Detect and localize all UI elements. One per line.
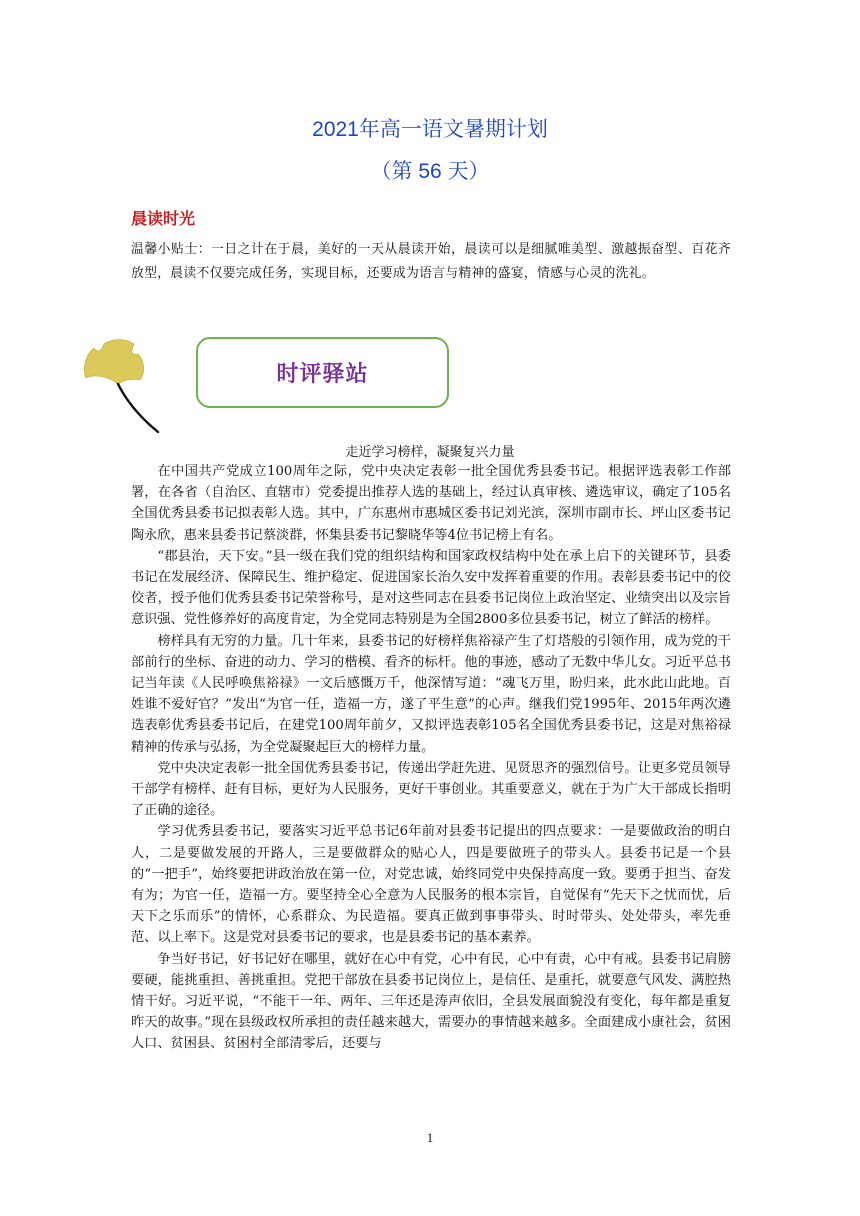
article-body [131,461,731,1055]
article-paragraph: “郡县治，天下安。”县一级在我们党的组织结构和国家政权结构中处在承上启下的关键环节，县委书记在发展经济、保障民生、维护稳定、促进国家长治久安中发挥着重要的作用。表彰县委书记中的佼佼者，授予他们优秀县委书记荣誉称号，是对这些同志在县委书记岗位上政治坚定、业绩突出以及宗旨意识强、党性修养好的高度肯定，为全党同志特别是为全国2800多位县委书记，树立了鲜活的榜样。 [131,548,731,628]
ginkgo-leaf-icon [80,338,162,436]
document-subtitle: （第 56 天） [370,160,490,183]
tip-text: 温馨小贴士：一日之计在于晨，美好的一天从晨读开始，晨读可以是细腻唯美型、激越振奋型、百花齐放型，晨读不仅要完成任务，实现目标，还要成为语言与精神的盛宴，情感与心灵的洗礼。 [131,242,731,281]
article-paragraph: 榜样具有无穷的力量。几十年来，县委书记的好榜样焦裕禄产生了灯塔般的引领作用，成为党的干部前行的坐标、奋进的动力、学习的楷模、看齐的标杆。他的事迹，感动了无数中华儿女。习近平总书记当年读《人民呼唤焦裕禄》一文后感慨万千，他深情写道：“魂飞万里，盼归来，此水此山此地。百姓谁不爱好官？”发出“为官一任，造福一方，遂了平生意”的心声。继我们党1995年、2015年两次遴选表彰优秀县委书记后，在建党100周年前夕，又拟评选表彰105名全国优秀县委书记，这是对焦裕禄精神的传承与弘扬，为全党凝聚起巨大的榜样力量。 [131,633,731,755]
document-title: 2021年高一语文暑期计划 [312,118,548,141]
article-paragraph: 争当好书记，好书记好在哪里，就好在心中有党，心中有民，心中有责，心中有戒。县委书记肩膀要硬，能挑重担、善挑重担。党把干部放在县委书记岗位上，是信任、是重托，就要意气风发、满腔热情干好。习近平说，“不能干一年、两年、三年还是涛声依旧，全县发展面貌没有变化，每年都是重复昨天的故事。”现在县级政权所承担的责任越来越大，需要办的事情越来越多。全面建成小康社会，贫困人口、贫困县、贫困村全部清零后，还要与 [131,951,731,1052]
page-number: 1 [426,1130,434,1145]
article-paragraph: 学习优秀县委书记，要落实习近平总书记6年前对县委书记提出的四点要求：一是要做政治的明白人，二是要做发展的开路人，三是要做群众的贴心人，四是要做班子的带头人。县委书记是一个县的“一把手”，始终要把讲政治放在第一位，对党忠诚，始终同党中央保持高度一致。要勇于担当、奋发有为；为官一任，造福一方。要坚持全心全意为人民服务的根本宗旨，自觉保有“先天下之忧而忧，后天下之乐而乐”的情怀，心系群众、为民造福。要真正做到事事带头、时时带头、处处带头，率先垂范、以上率下。这是党对县委书记的要求，也是县委书记的基本素养。 [131,824,731,946]
banner-box [196,337,449,408]
banner-label: 时评驿站 [276,362,369,387]
article-paragraph: 党中央决定表彰一批全国优秀县委书记，传递出学赶先进、见贤思齐的强烈信号。让更多党员领导干部学有榜样、赶有目标，更好为人民服务，更好干事创业。其重要意义，就在于为广大干部成长指明了正确的途径。 [131,760,731,819]
article-title: 走近学习榜样，凝聚复兴力量 [345,445,515,460]
section-heading: 晨读时光 [131,209,196,228]
article-paragraph: 在中国共产党成立100周年之际，党中央决定表彰一批全国优秀县委书记。根据评选表彰工作部署，在各省（自治区、直辖市）党委提出推荐人选的基础上，经过认真审核、遴选审议，确定了105名全国优秀县委书记拟表彰人选。其中，广东惠州市惠城区委书记刘光滨，深圳市副市长、坪山区委书记陶永欣，惠来县委书记蔡淡群，怀集县委书记黎晓华等4位书记榜上有名。 [131,464,731,543]
